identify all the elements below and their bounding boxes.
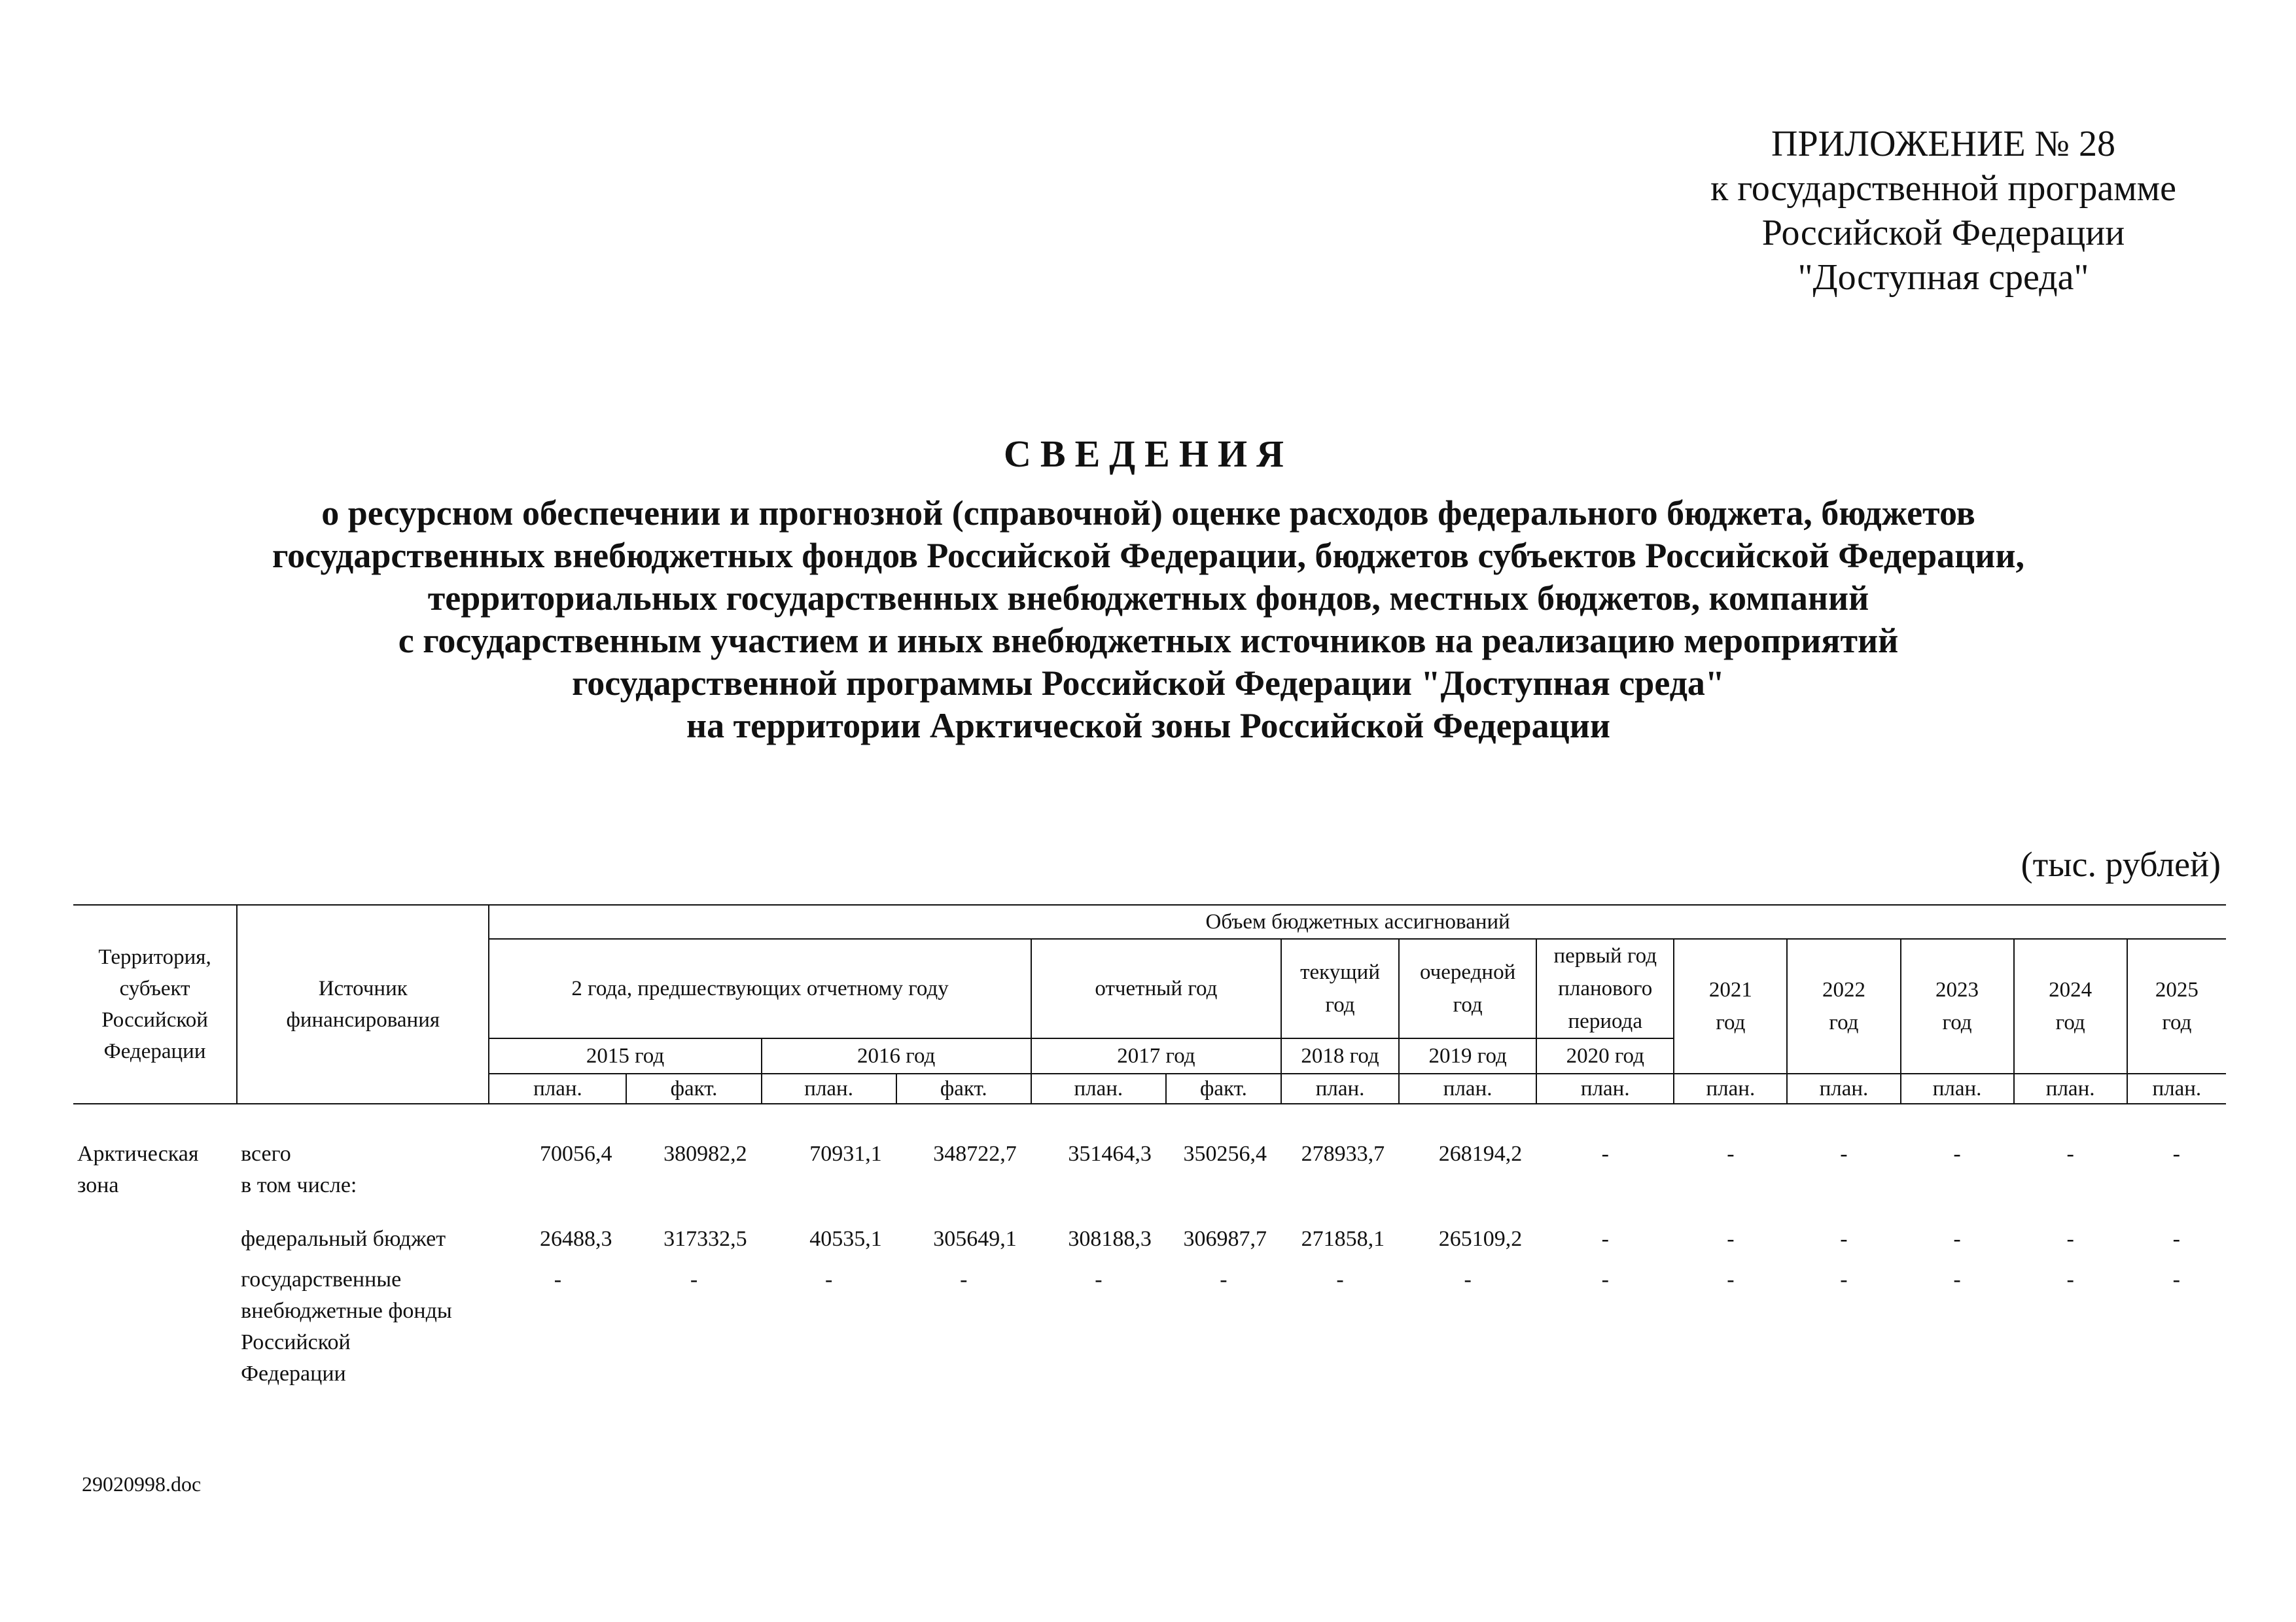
value-cell: 306987,7 [1183, 1227, 1267, 1251]
table-row [73, 1170, 2226, 1201]
value-cell: - [2066, 1267, 2074, 1292]
header-year-2018: 2018 год [1281, 1038, 1399, 1074]
header-year-2020: 2020 год [1536, 1038, 1674, 1074]
header-plan: план. [1031, 1074, 1166, 1104]
value-cell: - [1953, 1142, 1961, 1166]
value-cell: 271858,1 [1301, 1227, 1385, 1251]
annex-line-2: к государственной программе [1710, 168, 2176, 209]
subtitle-line: на территории Арктической зоны Российской Федерации [686, 706, 1610, 745]
value-cell: - [554, 1267, 562, 1292]
value-cell: - [1095, 1267, 1103, 1292]
header-plan: план. [1281, 1074, 1399, 1104]
document-title: СВЕДЕНИЯ [1004, 432, 1293, 475]
header-plan: план. [762, 1074, 896, 1104]
value-cell: 305649,1 [933, 1227, 1017, 1251]
budget-table [73, 904, 2226, 1390]
header-year-2016: 2016 год [762, 1038, 1031, 1074]
value-cell: 26488,3 [539, 1227, 612, 1251]
table-row [73, 1138, 2226, 1170]
subtitle-line: с государственным участием и иных внебюджетных источников на реализацию мероприятий [398, 621, 1899, 660]
value-cell: - [2066, 1227, 2074, 1251]
value-cell: 278933,7 [1301, 1142, 1385, 1166]
region-cell: Арктическая зона [77, 1142, 199, 1197]
value-cell: - [2172, 1227, 2180, 1251]
header-first-planning-year: первый год планового периода [1536, 939, 1674, 1038]
header-current-year: текущий год [1281, 939, 1399, 1038]
value-cell: - [1727, 1267, 1735, 1292]
header-year-2025: 2025 год [2127, 939, 2226, 1074]
subtitle-line: о ресурсном обеспечении и прогнозной (справочной) оценке расходов федерального бюджета, бюджетов [321, 493, 1975, 533]
units-label: (тыс. рублей) [2021, 845, 2221, 884]
header-year-2015: 2015 год [489, 1038, 761, 1074]
value-cell: - [2172, 1142, 2180, 1166]
header-plan: план. [2127, 1074, 2226, 1104]
value-cell: - [2172, 1267, 2180, 1292]
annex-header [1649, 122, 2238, 300]
header-volume: Объем бюджетных ассигнований [489, 905, 2226, 939]
header-year-2019: 2019 год [1399, 1038, 1536, 1074]
value-cell: - [1953, 1267, 1961, 1292]
annex-line-4: "Доступная среда" [1797, 257, 2089, 298]
header-fact: факт. [896, 1074, 1031, 1104]
header-year-2022: 2022 год [1787, 939, 1900, 1074]
value-cell: - [1727, 1227, 1735, 1251]
value-cell: - [1336, 1267, 1344, 1292]
source-cell: государственные внебюджетные фонды Российской Федерации [241, 1267, 452, 1386]
source-cell: в том числе: [241, 1173, 357, 1197]
value-cell: 308188,3 [1068, 1227, 1152, 1251]
document-subtitle [105, 492, 2192, 747]
value-cell: 40535,1 [809, 1227, 882, 1251]
header-territory: Территория, субъект Российской Федерации [73, 905, 237, 1104]
value-cell: - [1840, 1142, 1848, 1166]
value-cell: 348722,7 [933, 1142, 1017, 1166]
header-fact: факт. [1166, 1074, 1281, 1104]
table-row [73, 1255, 2226, 1390]
value-cell: - [824, 1267, 833, 1292]
value-cell: - [1464, 1267, 1472, 1292]
subtitle-line: государственной программы Российской Федерации "Доступная среда" [572, 663, 1725, 703]
value-cell: 268194,2 [1438, 1142, 1523, 1166]
header-plan: план. [1536, 1074, 1674, 1104]
value-cell: 380982,2 [663, 1142, 747, 1166]
doc-filename: 29020998.doc [82, 1472, 202, 1496]
value-cell: - [1727, 1142, 1735, 1166]
header-next-year: очередной год [1399, 939, 1536, 1038]
subtitle-line: территориальных государственных внебюджетных фондов, местных бюджетов, компаний [427, 578, 1869, 618]
value-cell: - [690, 1267, 698, 1292]
header-year-2017: 2017 год [1031, 1038, 1281, 1074]
value-cell: 265109,2 [1438, 1227, 1523, 1251]
source-cell: всего [241, 1142, 291, 1166]
value-cell: - [1840, 1267, 1848, 1292]
value-cell: - [1601, 1227, 1609, 1251]
header-year-2021: 2021 год [1674, 939, 1787, 1074]
table-row [73, 1201, 2226, 1255]
value-cell: 70931,1 [809, 1142, 882, 1166]
header-year-2024: 2024 год [2014, 939, 2127, 1074]
value-cell: - [2066, 1142, 2074, 1166]
value-cell: 70056,4 [539, 1142, 612, 1166]
value-cell: - [960, 1267, 968, 1292]
value-cell: - [1220, 1267, 1227, 1292]
annex-number: ПРИЛОЖЕНИЕ № 28 [1771, 124, 2115, 164]
header-plan: план. [1901, 1074, 2014, 1104]
header-prior-two-years: 2 года, предшествующих отчетному году [489, 939, 1031, 1038]
value-cell: 351464,3 [1068, 1142, 1152, 1166]
annex-line-3: Российской Федерации [1761, 213, 2125, 253]
value-cell: - [1840, 1227, 1848, 1251]
subtitle-line: государственных внебюджетных фондов Российской Федерации, бюджетов субъектов Российской Федерации, [272, 536, 2025, 575]
source-cell: федеральный бюджет [241, 1227, 446, 1251]
value-cell: - [1953, 1227, 1961, 1251]
header-plan: план. [2014, 1074, 2127, 1104]
header-year-2023: 2023 год [1901, 939, 2014, 1074]
header-plan: план. [1399, 1074, 1536, 1104]
value-cell: - [1601, 1142, 1609, 1166]
header-plan: план. [1787, 1074, 1900, 1104]
header-reporting-year: отчетный год [1031, 939, 1281, 1038]
value-cell: 350256,4 [1183, 1142, 1267, 1166]
header-plan: план. [1674, 1074, 1787, 1104]
header-plan: план. [489, 1074, 626, 1104]
value-cell: 317332,5 [663, 1227, 747, 1251]
value-cell: - [1601, 1267, 1609, 1292]
header-fact: факт. [626, 1074, 761, 1104]
header-source: Источник финансирования [237, 905, 489, 1104]
